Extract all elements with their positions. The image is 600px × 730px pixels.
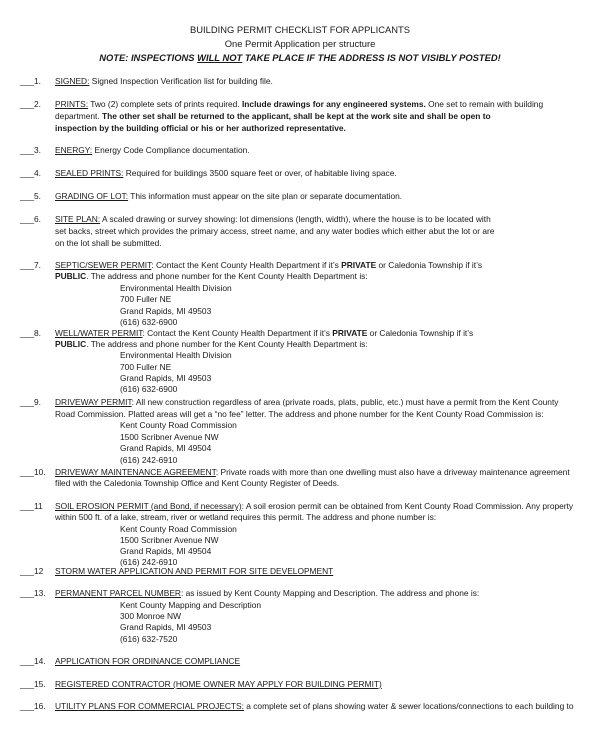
item-2-line-1	[55, 99, 543, 109]
item-16-label: UTILITY PLANS FOR COMMERCIAL PROJECTS:	[55, 701, 244, 711]
item-16-line-1	[55, 701, 574, 711]
item-4-number: ___4.	[20, 168, 41, 178]
item-8-b1: PUBLIC	[55, 339, 87, 349]
item-10-label: DRIVEWAY MAINTENANCE AGREEMENT	[55, 467, 216, 477]
item-15-number: ___15.	[20, 679, 46, 689]
item-3-desc: Energy Code Compliance documentation.	[92, 145, 250, 155]
item-7-address-line: Grand Rapids, MI 49503	[120, 306, 212, 316]
item-12-label: STORM WATER APPLICATION AND PERMIT FOR SITE DEVELOPMENT	[55, 566, 334, 576]
item-5-number: ___5.	[20, 191, 41, 201]
item-8-b2: . The address and phone number for the Kent County Health Department is:	[86, 339, 368, 349]
item-1-label: SIGNED:	[55, 76, 90, 86]
item-8-label: WELL/WATER PERMIT	[55, 328, 143, 338]
item-1-desc: Signed Inspection Verification list for building file.	[89, 76, 273, 86]
item-2-a1: Two (2) complete sets of prints required.	[88, 99, 242, 109]
item-7-a2: PRIVATE	[341, 260, 377, 270]
item-6-line-3: on the lot shall be submitted.	[55, 238, 162, 248]
item-10-a: : Private roads with more than one dwelling must also have a driveway maintenance agreement	[215, 467, 570, 477]
item-4-desc: Required for buildings 3500 square feet or over, of habitable living space.	[123, 168, 397, 178]
item-7-b1: PUBLIC	[55, 271, 87, 281]
item-9-address-line: Kent County Road Commission	[120, 420, 237, 430]
item-8-a3: or Caledonia Township if it’s	[367, 328, 474, 338]
item-9-address-line: (616) 242-6910	[120, 455, 178, 465]
address-note	[0, 52, 600, 63]
item-11-address-line: 1500 Scribner Avenue NW	[120, 535, 219, 545]
item-13-number: ___13.	[20, 588, 46, 598]
item-4-label: SEALED PRINTS:	[55, 168, 124, 178]
item-7-line-2	[55, 271, 368, 281]
item-7-a3: or Caledonia Township if it’s	[376, 260, 483, 270]
item-6-number: ___6.	[20, 214, 41, 224]
item-7-address-line: 700 Fuller NE	[120, 294, 172, 304]
item-2-b1: department.	[55, 111, 103, 121]
item-11-line-2: within 500 ft. of a lake, stream, river or wetland requires this permit. The address and phone number is:	[55, 512, 437, 522]
item-13-line-1	[55, 588, 479, 598]
item-8-a2: PRIVATE	[332, 328, 368, 338]
item-8-address-line: Environmental Health Division	[120, 350, 232, 360]
item-6-a: A scaled drawing or survey showing: lot dimensions (length, width), where the house is to be located with	[100, 214, 491, 224]
item-1-number: ___1.	[20, 76, 41, 86]
item-14-number: ___14.	[20, 656, 46, 666]
item-5-label: GRADING OF LOT:	[55, 191, 129, 201]
item-8-address-line: Grand Rapids, MI 49503	[120, 373, 212, 383]
item-7-address-line: (616) 632-6900	[120, 317, 178, 327]
item-14-label: APPLICATION FOR ORDINANCE COMPLIANCE	[55, 656, 241, 666]
item-2-label: PRINTS:	[55, 99, 89, 109]
item-13-address-line: Kent County Mapping and Description	[120, 600, 262, 610]
item-3-text	[55, 145, 250, 155]
item-8-address-line: (616) 632-6900	[120, 384, 178, 394]
item-5-desc: This information must appear on the site plan or separate documentation.	[128, 191, 403, 201]
item-3-label: ENERGY:	[55, 145, 93, 155]
item-7-a1: : Contact the Kent County Health Department if it’s	[151, 260, 342, 270]
item-8-a1: : Contact the Kent County Health Department if it’s	[142, 328, 333, 338]
item-9-a: : All new construction regardless of area (private roads, plats, public, etc.) must have a permit from the Kent County	[131, 397, 559, 407]
item-6-line-1	[55, 214, 491, 224]
item-11-line-1	[55, 501, 573, 511]
item-10-line-2: filed with the Caledonia Township Office and Kent County Register of Deeds.	[55, 478, 340, 488]
item-16-desc: a complete set of plans showing water & sewer locations/connections to each building to	[243, 701, 574, 711]
item-7-number: ___7.	[20, 260, 41, 270]
item-2-b2: The other set shall be returned to the applicant, shall be kept at the work site and shall be open to	[102, 111, 491, 121]
item-11-label: SOIL EROSION PERMIT (and Bond, if necessary)	[55, 501, 242, 511]
item-13-a: : as issued by Kent County Mapping and Description. The address and phone is:	[180, 588, 480, 598]
item-11-a: : A soil erosion permit can be obtained from Kent County Road Commission. Any property	[241, 501, 574, 511]
item-15-label: REGISTERED CONTRACTOR (HOME OWNER MAY APPLY FOR BUILDING PERMIT)	[55, 679, 382, 689]
item-3-number: ___3.	[20, 145, 41, 155]
item-13-address-line: 300 Monroe NW	[120, 611, 181, 621]
item-2-a2: Include drawings for any engineered systems.	[241, 99, 426, 109]
item-9-line-2: Road Commission. Platted areas will get a “no fee” letter. The address and phone number for the Kent County Road Commission is:	[55, 409, 544, 419]
item-11-address-line: Grand Rapids, MI 49504	[120, 546, 212, 556]
item-4-text	[55, 168, 397, 178]
item-7-label: SEPTIC/SEWER PERMIT	[55, 260, 152, 270]
note-suffix: TAKE PLACE IF THE ADDRESS IS NOT VISIBLY POSTED!	[242, 52, 501, 63]
note-emphasis: WILL NOT	[197, 52, 243, 63]
item-8-line-2	[55, 339, 368, 349]
item-13-label: PERMANENT PARCEL NUMBER	[55, 588, 181, 598]
item-6-label: SITE PLAN:	[55, 214, 101, 224]
item-2-a3: One set to remain with building	[425, 99, 544, 109]
item-2-line-3: inspection by the building official or his or her authorized representative.	[55, 123, 346, 133]
document-title: BUILDING PERMIT CHECKLIST FOR APPLICANTS	[189, 24, 410, 35]
item-10-number: ___10.	[20, 467, 46, 477]
item-7-address-line: Environmental Health Division	[120, 283, 232, 293]
item-2-number: ___2.	[20, 99, 41, 109]
item-1-text	[55, 76, 273, 86]
item-8-line-1	[55, 328, 473, 338]
item-9-number: ___9.	[20, 397, 41, 407]
item-9-label: DRIVEWAY PERMIT	[55, 397, 132, 407]
item-13-address-line: Grand Rapids, MI 49503	[120, 622, 212, 632]
item-5-text	[55, 191, 402, 201]
item-7-line-1	[55, 260, 482, 270]
item-2-line-2	[55, 111, 491, 121]
item-9-address-line: Grand Rapids, MI 49504	[120, 443, 212, 453]
item-11-address-line: (616) 242-6910	[120, 557, 178, 567]
item-16-number: ___16.	[20, 701, 46, 711]
item-7-b2: . The address and phone number for the Kent County Health Department is:	[86, 271, 368, 281]
item-6-line-2: set backs, street which provides the primary access, street name, and any water bodies which either abut the lot or are	[55, 226, 495, 236]
item-10-line-1	[55, 467, 570, 477]
document-subtitle: One Permit Application per structure	[224, 38, 376, 49]
note-prefix: NOTE: INSPECTIONS	[99, 52, 198, 63]
item-12-number: ___12	[20, 566, 44, 576]
item-11-address-line: Kent County Road Commission	[120, 524, 237, 534]
item-8-number: ___8.	[20, 328, 41, 338]
item-9-line-1	[55, 397, 558, 407]
item-13-address-line: (616) 632-7520	[120, 634, 178, 644]
item-9-address-line: 1500 Scribner Avenue NW	[120, 432, 219, 442]
item-11-number: ___11	[20, 501, 43, 511]
item-8-address-line: 700 Fuller NE	[120, 362, 172, 372]
